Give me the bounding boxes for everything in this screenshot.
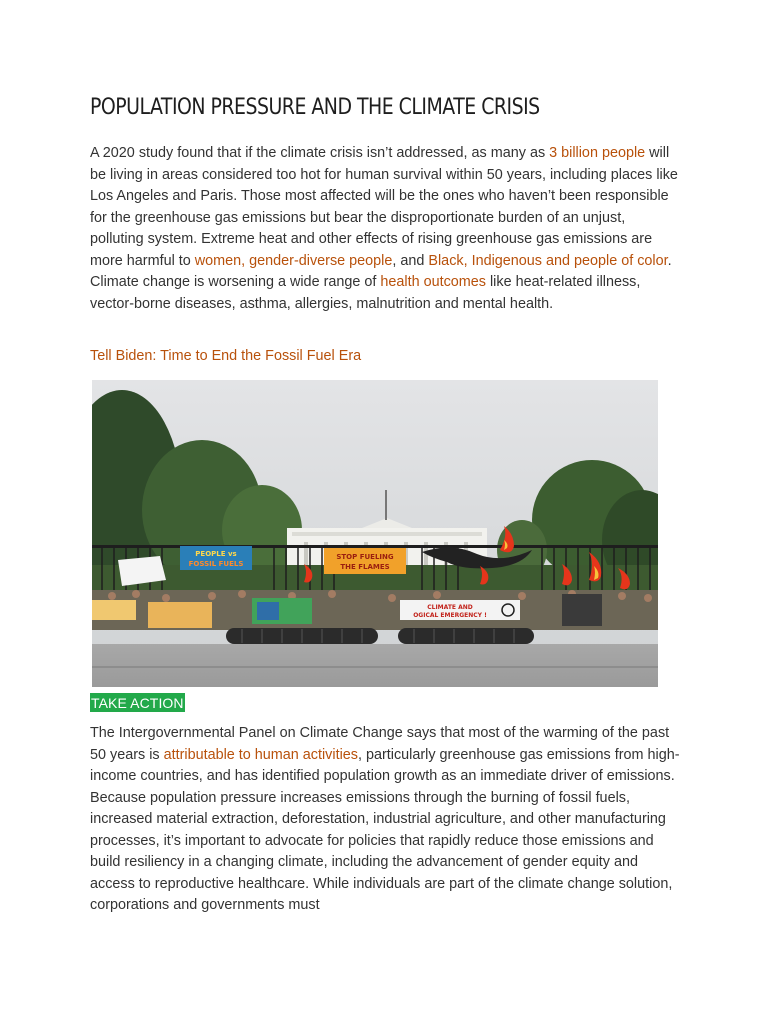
take-action-button[interactable]: TAKE ACTION [91, 695, 184, 711]
link-health-outcomes[interactable]: health outcomes [380, 274, 486, 290]
paragraph-text: A 2020 study found that if the climate crisis isn’t addressed, as many as [90, 145, 550, 161]
protest-photo [92, 380, 658, 687]
paragraph-text: , particularly greenhouse gas emissions from high-income countries, and has identified population growth as an immediate driver of emissions. Because population pressure increases emissions through the burning of fossil fuels, increased material extraction, deforestation, industrial agriculture, and other manufacturing processes, it’s important to advocate for policies that rapidly reduce those emissions and build resiliency in a changing climate, including the advancement of gender equity and access to reproductive healthcare. While individuals are part of the climate change solution, corporations and governments must [90, 746, 680, 913]
sign-text-people-vs: PEOPLE vs [195, 550, 237, 558]
link-black-indigenous-poc[interactable]: Black, Indigenous and people of color [428, 252, 668, 269]
sign-text-climate-and: CLIMATE AND [427, 604, 473, 611]
link-attributable-human-activities[interactable]: attributable to human activities [163, 746, 358, 763]
paragraph-text: , and [392, 252, 429, 269]
paragraph-text: like heat-related illness, vector-borne diseases, asthma, allergies, malnutrition and mental health. [90, 274, 641, 312]
paragraph-text: . Climate change is worsening a wide range of [90, 252, 672, 290]
sign-text-emergency: OGICAL EMERGENCY ! [413, 612, 487, 619]
article-title: POPULATION PRESSURE AND THE CLIMATE CRISIS [90, 95, 540, 120]
link-women-gender-diverse[interactable]: women, gender-diverse people [194, 252, 393, 269]
link-3-billion-people[interactable]: 3 billion people [549, 145, 646, 161]
tell-biden-link[interactable]: Tell Biden: Time to End the Fossil Fuel Era [90, 348, 362, 364]
sign-text-the-flames: THE FLAMES [340, 563, 390, 571]
paragraph-text: The Intergovernmental Panel on Climate Change says that most of the warming of the past 50 years is [90, 725, 670, 763]
paragraph-text: will be living in areas considered too hot for human survival within 50 years, including places like Los Angeles and Paris. Those most affected will be the ones who haven’t been responsible for the greenhouse gas emissions but bear the disproportionate burden of an unjust, polluting system. Extreme heat and other effects of rising greenhouse gas emissions are more harmful to [90, 145, 678, 269]
paragraph-ipcc [90, 723, 680, 917]
sign-text-fossil-fuels: FOSSIL FUELS [188, 560, 244, 568]
paragraph-climate-study [90, 143, 680, 315]
sign-text-stop-fueling: STOP FUELING [336, 553, 394, 561]
